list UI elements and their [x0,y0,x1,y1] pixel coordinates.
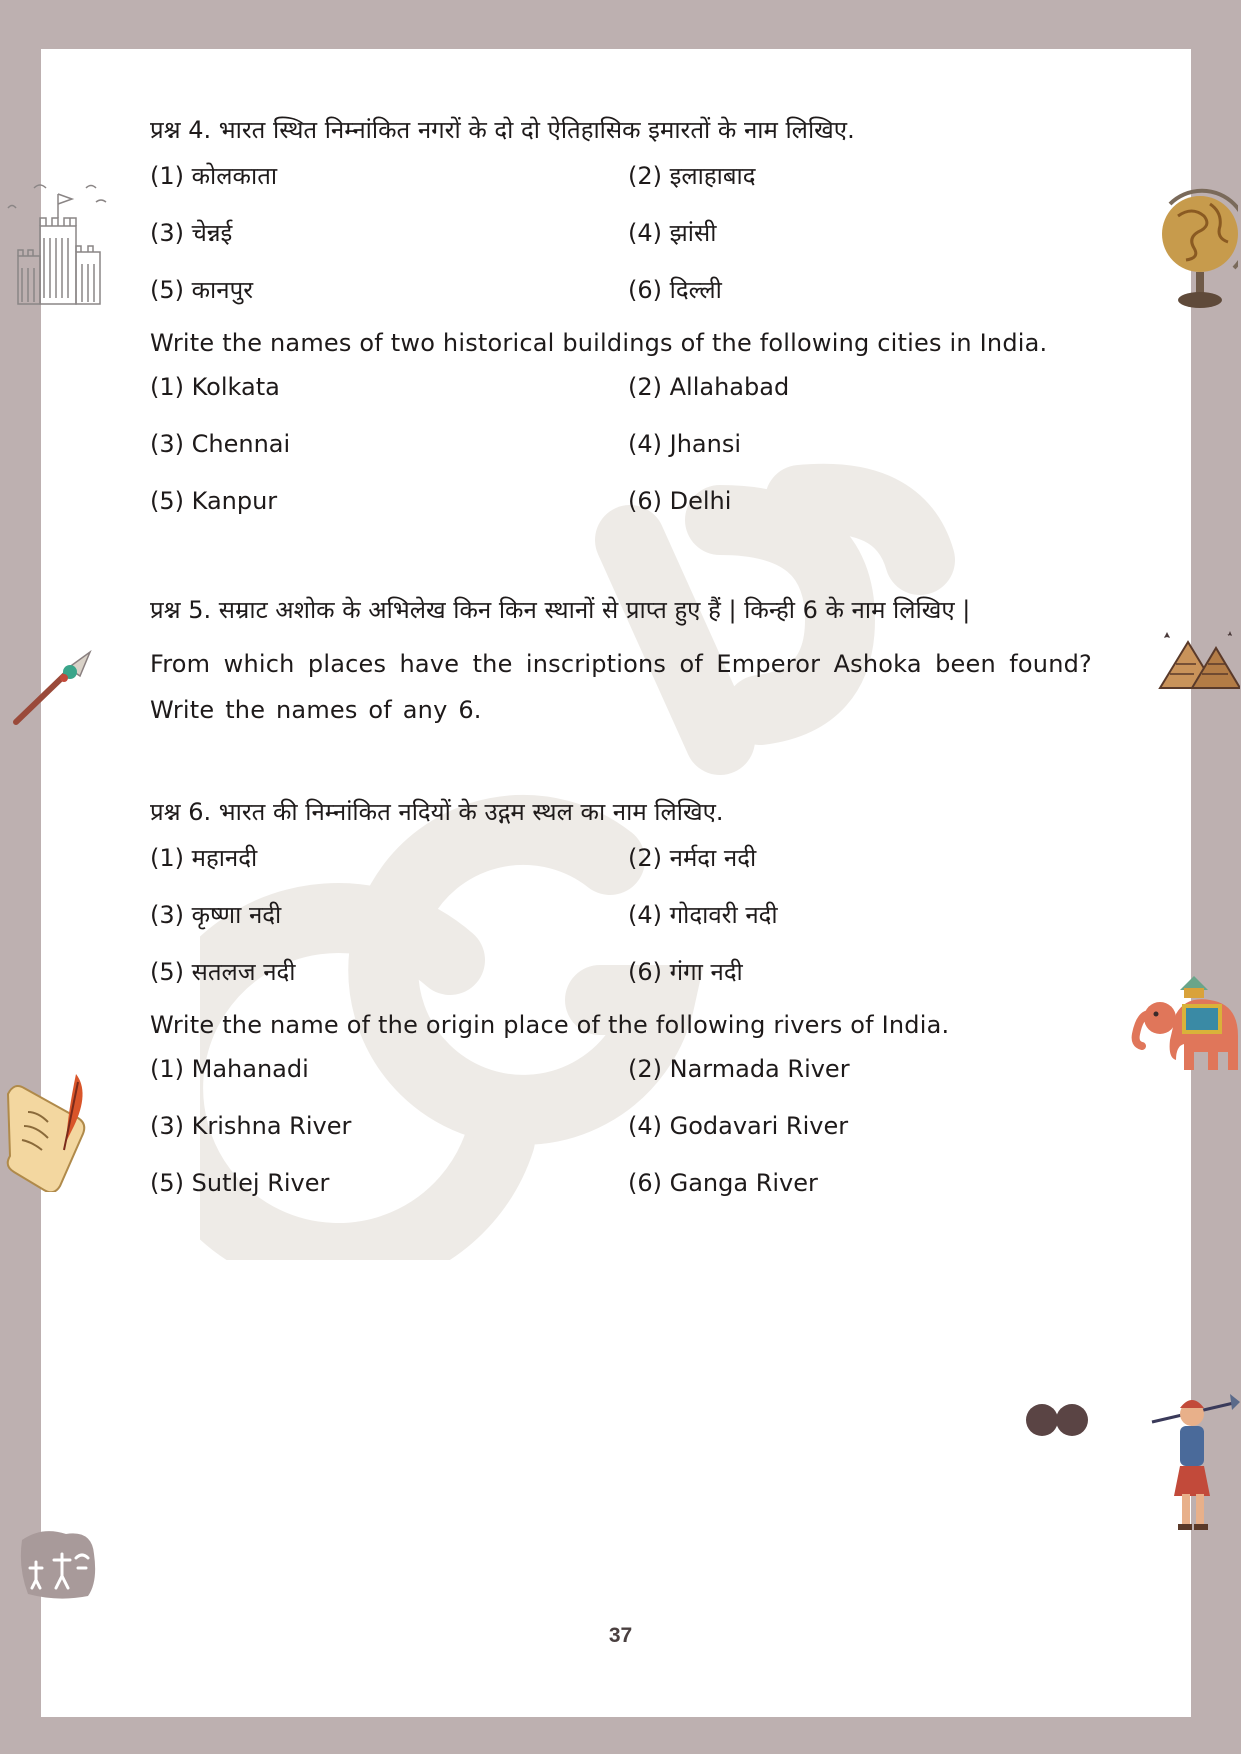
list-item: (2) Allahabad [628,373,790,401]
q4-english-heading: Write the names of two historical buildings of the following cities in India. [150,329,1048,357]
list-item: (2) Narmada River [628,1054,850,1083]
q4-hindi-list [150,158,1092,308]
dot-icon [1026,1404,1058,1436]
q4-hindi-heading: प्रश्न 4. भारत स्थित निम्नांकित नगरों के दो दो ऐतिहासिक इमारतों के नाम लिखिए. [150,116,855,144]
list-item: (1) महानदी [150,843,258,872]
list-item: (6) दिल्ली [628,276,722,304]
list-item: (3) Krishna River [150,1111,352,1140]
list-item: (4) Godavari River [628,1111,849,1140]
q6-english-list [150,1051,1092,1201]
list-item: (3) Chennai [150,430,291,458]
q5-english-heading: From which places have the inscriptions of Emperor Ashoka been found? Write the names of any 6. [150,650,1092,724]
scroll-quill-icon [2,1072,98,1192]
list-item: (6) गंगा नदी [628,957,743,986]
list-item: (4) झांसी [628,219,717,247]
q6-english-heading: Write the name of the origin place of the following rivers of India. [150,1010,950,1039]
list-item: (5) कानपुर [150,276,254,304]
list-item: (1) Mahanadi [150,1054,309,1083]
list-item: (2) नर्मदा नदी [628,843,757,872]
q4-english-list [150,369,1092,519]
list-item: (6) Ganga River [628,1168,818,1197]
warrior-icon [1150,1390,1240,1534]
elephant-icon [1130,974,1240,1076]
list-item: (4) Jhansi [628,430,742,458]
spear-icon [10,648,96,728]
list-item: (5) सतलज नदी [150,957,296,986]
list-item: (3) चेन्नई [150,219,233,247]
list-item: (1) Kolkata [150,373,280,401]
pyramids-icon [1158,628,1240,692]
q5-hindi-heading: प्रश्न 5. सम्राट अशोक के अभिलेख किन किन स्थानों से प्राप्त हुए हैं | किन्ही 6 के नाम लिखिए | [150,596,971,624]
list-item: (2) इलाहाबाद [628,162,756,190]
q6-hindi-list [150,840,1092,990]
pagination-dots [1026,1404,1090,1436]
globe-icon [1160,182,1238,314]
list-item: (5) Kanpur [150,487,278,515]
list-item: (5) Sutlej River [150,1168,330,1197]
dot-icon [1056,1404,1088,1436]
list-item: (4) गोदावरी नदी [628,900,778,929]
list-item: (6) Delhi [628,487,732,515]
list-item: (3) कृष्णा नदी [150,900,282,929]
q6-hindi-heading: प्रश्न 6. भारत की निम्नांकित नदियों के उद्गम स्थल का नाम लिखिए. [150,797,724,826]
question-content [150,112,1092,1218]
cave-painting-icon [18,1528,96,1600]
castle-icon [4,178,114,306]
page-number: 37 [608,1624,633,1647]
list-item: (1) कोलकाता [150,162,278,190]
